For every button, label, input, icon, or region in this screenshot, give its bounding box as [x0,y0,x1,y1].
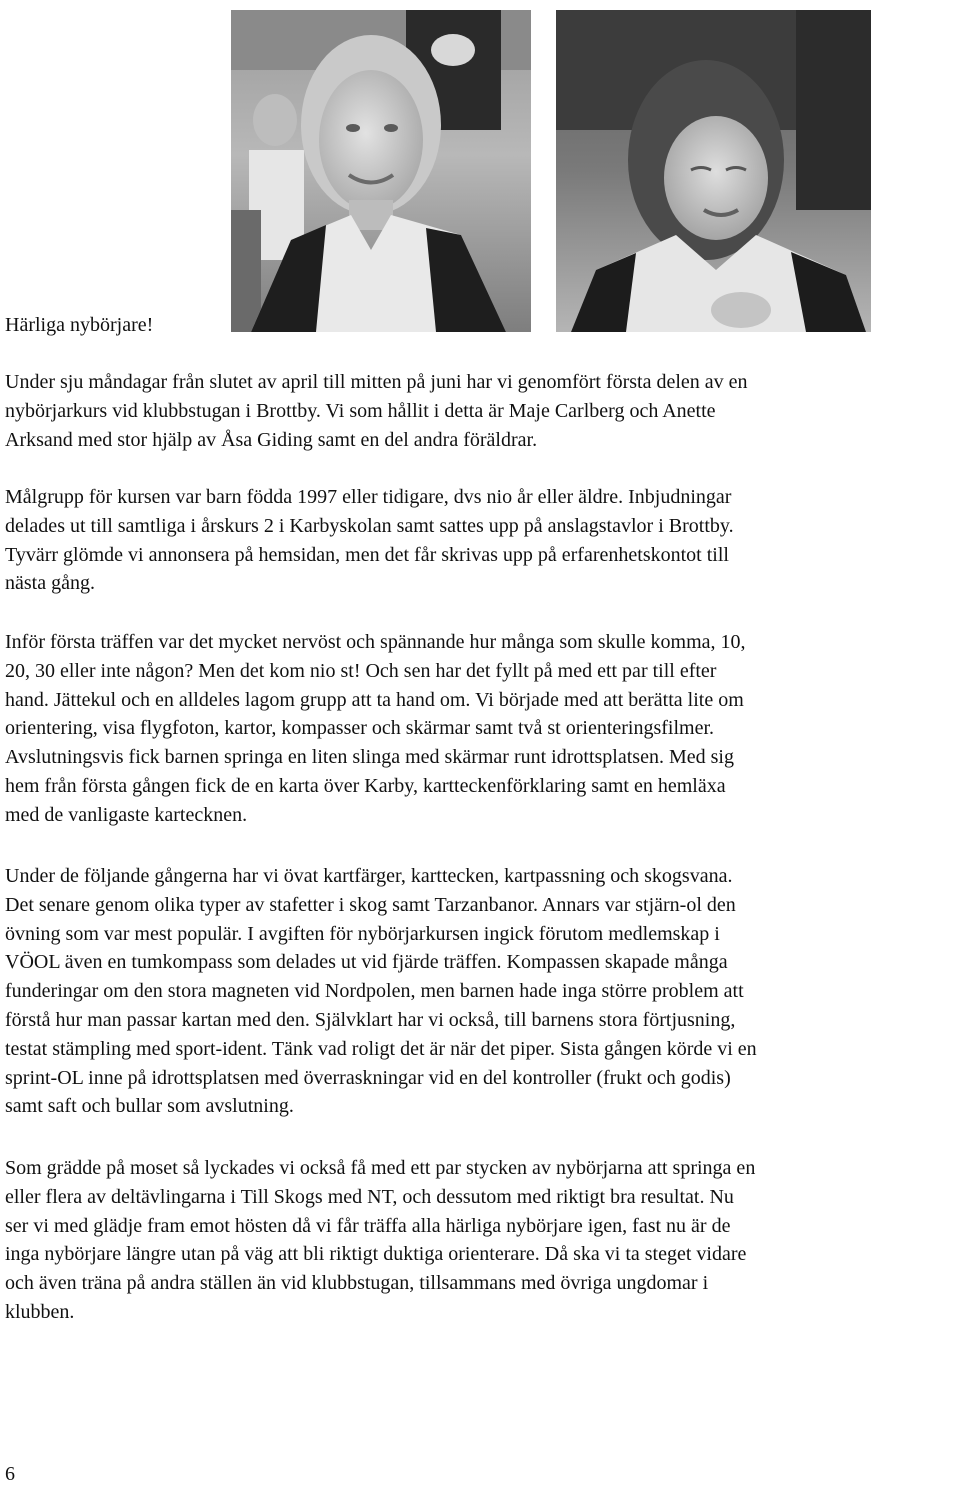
paragraph-line: Målgrupp för kursen var barn födda 1997 eller tidigare, dvs nio år eller äldre. Inbjudningar [5,486,732,508]
paragraph-line: övning som var mest populär. I avgiften för nybörjarkursen ingick förutom medlemskap i [5,922,720,945]
photo-left-image [231,10,531,332]
paragraph-line: med de vanligaste kartecknen. [5,803,248,826]
paragraph-2 [5,483,955,598]
paragraph-5 [5,1154,955,1327]
paragraph-line: VÖOL även en tumkompass som delades ut vid fjärde träffen. Kompassen skapade många [5,951,728,974]
photo-right [556,10,871,332]
page-number: 6 [5,1463,15,1485]
paragraph-line: sprint-OL inne på idrottsplatsen med överraskningar vid en del kontroller (frukt och godis) [5,1066,731,1089]
paragraph-line: Tyvärr glömde vi annonsera på hemsidan, men det får skrivas upp på erfarenhetskontot till [5,543,729,566]
paragraph-4 [5,862,955,1121]
paragraph-line: förstå hur man passar kartan med den. Självklart har vi också, till barnens stora förtjusning, [5,1008,736,1031]
paragraph-line: delades ut till samtliga i årskurs 2 i Karbyskolan samt sattes upp på anslagstavlor i Brottby. [5,514,734,537]
paragraph-3 [5,628,955,830]
paragraph-line: och även träna på andra ställen än vid klubbstugan, tillsammans med övriga ungdomar i [5,1272,709,1295]
paragraph-line: Under de följande gångerna har vi övat kartfärger, karttecken, kartpassning och skogsvana. [5,865,733,887]
paragraph-line: hand. Jättekul och en alldeles lagom grupp att ta hand om. Vi började med att berätta lite om [5,688,744,711]
photo-left [231,10,531,332]
paragraph-line: 20, 30 eller inte någon? Men det kom nio st! Och sen har det fyllt på med ett par till efter [5,659,717,682]
paragraph-line: Arksand med stor hjälp av Åsa Giding samt en del andra föräldrar. [5,428,538,451]
paragraph-line: ser vi med glädje fram emot hösten då vi får träffa alla härliga nybörjare igen, fast nu är de [5,1214,731,1237]
paragraph-line: samt saft och bullar som avslutning. [5,1095,294,1118]
paragraph-line: orientering, visa flygfoton, kartor, kompasser och skärmar samt två st orienteringsfilmer. [5,717,715,740]
paragraph-line: nästa gång. [5,572,95,595]
paragraph-line: Under sju måndagar från slutet av april till mitten på juni har vi genomfört första delen av en [5,371,748,393]
paragraph-line: Som grädde på moset så lyckades vi också få med ett par stycken av nybörjarna att springa en [5,1157,756,1179]
paragraph-line: testat stämpling med sport-ident. Tänk vad roligt det är när det piper. Sista gången körde vi en [5,1037,757,1060]
paragraph-line: Avslutningsvis fick barnen springa en liten slinga med skärmar runt idrottsplatsen. Med sig [5,746,734,769]
paragraph-line: funderingar om den stora magneten vid Nordpolen, men barnen hade inga större problem att [5,980,744,1003]
photo-right-image [556,10,871,332]
paragraph-line: klubben. [5,1300,75,1323]
paragraph-line: Inför första träffen var det mycket nervöst och spännande hur många som skulle komma, 10, [5,631,746,653]
paragraph-line: inga nybörjare längre utan på väg att bli riktigt duktiga orienterare. Då ska vi ta steget vidare [5,1243,747,1266]
paragraph-1 [5,368,955,454]
paragraph-line: Det senare genom olika typer av stafetter i skog samt Tarzanbanor. Annars var stjärn-ol den [5,893,736,916]
paragraph-line: eller flera av deltävlingarna i Till Skogs med NT, och dessutom med riktigt bra resultat. Nu [5,1185,734,1208]
paragraph-line: hem från första gången fick de en karta över Karby, kartteckenförklaring samt en hemläxa [5,774,726,797]
article-heading: Härliga nybörjare! [5,314,154,336]
paragraph-line: nybörjarkurs vid klubbstugan i Brottby. Vi som hållit i detta är Maje Carlberg och Anette [5,399,716,422]
